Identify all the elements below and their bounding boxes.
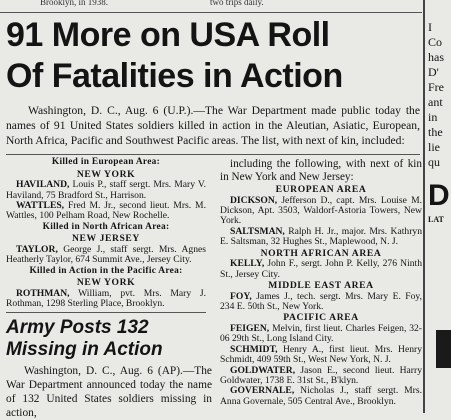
casualty-entry	[220, 227, 422, 248]
casualty-entry	[6, 201, 206, 222]
casualty-entry	[220, 292, 422, 313]
casualty-name: DICKSON,	[230, 194, 278, 206]
fragment: ant	[428, 95, 443, 109]
state-heading: NEW YORK	[76, 277, 136, 289]
lead-paragraph: Washington, D. C., Aug. 6 (U.P.).—The War Department made public today the names of 91 United States soldiers killed in action in the Aleutian, Asiatic, European, North Africa, Pacific and Southwest Pacific areas. The list, with next of kin, included:	[6, 104, 420, 147]
casualty-entry	[220, 196, 422, 227]
area-heading: NORTH AFRICAN AREA	[260, 247, 382, 259]
casualty-details: Jefferson D., capt. Mrs. Louise M. Dickson, Apt. 3503, Waldorf-Astoria Towers, New York.	[220, 194, 422, 227]
casualty-details: George J., staff sergt. Mrs. Agnes Heatherly Taylor, 674 Summit Ave., Jersey City.	[6, 244, 206, 266]
casualty-entry	[6, 245, 206, 266]
casualty-entry	[220, 259, 422, 280]
fragment: I	[428, 20, 432, 34]
casualty-name: GOVERNALE,	[230, 385, 295, 397]
casualty-name: KELLY,	[230, 258, 265, 270]
left-column	[6, 157, 206, 310]
casualty-details: Henry A., first lieut. Mrs. Henry Schmidt, 409 59th St., West New York, N. J.	[220, 343, 422, 366]
casualty-entry	[6, 289, 206, 310]
casualty-entry	[220, 324, 422, 345]
lead-rule	[6, 154, 420, 155]
fragment: in	[428, 110, 438, 124]
casualty-details: Louis P., staff sergt. Mrs. Mary V. Haviland, 75 Bradford St., Harrison.	[6, 179, 206, 201]
top-strip-left: Brooklyn, in 1938.	[40, 0, 109, 7]
headline-line-2: Of Fatalities in Action	[6, 57, 343, 95]
casualty-details: John F., sergt. John P. Kelly, 276 Ninth St., Jersey City.	[220, 258, 423, 280]
fragment: Co	[428, 35, 443, 49]
fragment: D'	[428, 65, 439, 79]
state-heading: NEW JERSEY	[72, 233, 140, 245]
section-heading: Killed in European Area:	[51, 157, 161, 167]
casualty-details: Melvin, first lieut. Charles Feigen, 32-06 29th St., Long Island City.	[220, 323, 422, 345]
state-heading: NEW YORK	[76, 168, 136, 180]
casualty-entry	[220, 345, 422, 366]
casualty-details: Ralph H. Jr., major. Mrs. Kathryn E. Saltsman, 32 Hughes St., Maplewood, N. J.	[220, 225, 422, 248]
fragment: LAT	[428, 215, 444, 224]
casualty-name: SALTSMAN,	[230, 225, 285, 237]
casualty-name: FOY,	[230, 290, 252, 302]
casualty-name: GOLDWATER,	[230, 364, 296, 376]
fragment: lie	[428, 140, 440, 154]
casualty-details: Jason E., second lieut. Harry Goldwater, 1738 E. 31st St., B'klyn.	[220, 364, 422, 387]
column-divider	[423, 0, 425, 413]
headline-line-1: 91 More on USA Roll	[6, 16, 330, 54]
second-headline-line-2: Missing in Action	[6, 339, 163, 360]
fragment: the	[428, 125, 443, 139]
fragment: qu	[428, 155, 440, 169]
area-heading: PACIFIC AREA	[283, 312, 359, 324]
fragment: Fre	[428, 80, 444, 94]
top-strip	[0, 0, 420, 12]
fragment: has	[428, 50, 444, 64]
casualty-name: FEIGEN,	[230, 323, 270, 335]
casualty-entry	[220, 366, 422, 387]
casualty-entry	[220, 386, 422, 407]
casualty-name: ROTHMAN,	[16, 288, 70, 299]
second-story-body: Washington, D. C., Aug. 6 (AP).—The War Department announced today the name of 132 United States soldiers missing in action,	[6, 365, 212, 419]
top-rule	[0, 12, 422, 13]
casualty-name: SCHMIDT,	[230, 343, 278, 355]
section-heading: Killed in Action in the Pacific Area:	[29, 265, 183, 276]
casualty-name: HAVILAND,	[16, 179, 70, 191]
section-heading: Killed in North African Area:	[42, 221, 170, 232]
casualty-name: TAYLOR,	[16, 244, 58, 255]
right-intro: including the following, with next of kin in New York and New Jersey:	[220, 158, 422, 183]
second-story	[6, 312, 212, 419]
casualty-details: Fred M. Jr., second lieut. Mrs. M. Wattles, 100 Pelham Road, New Rochelle.	[6, 200, 206, 222]
area-heading: MIDDLE EAST AREA	[268, 280, 374, 292]
second-headline-line-1: Army Posts 132	[6, 317, 149, 338]
casualty-details: Nicholas J., staff sergt. Mrs. Anna Governale, 505 Central Ave., Brooklyn.	[220, 385, 422, 407]
casualty-details: James J., tech. sergt. Mrs. Mary E. Foy, 234 E. 50th St., New York.	[220, 290, 422, 313]
casualty-entry	[6, 180, 206, 201]
fragment-big-letter: D	[428, 179, 450, 212]
top-strip-right: two trips daily.	[210, 0, 264, 7]
dark-ad-fragment	[436, 330, 451, 368]
casualty-name: WATTLES,	[16, 200, 65, 211]
area-heading: EUROPEAN AREA	[275, 184, 367, 195]
right-column	[220, 158, 422, 407]
casualty-details: William, pvt. Mrs. Mary J. Rothman, 1298 Sterling Place, Brooklyn.	[6, 288, 206, 310]
second-story-rule	[6, 312, 206, 313]
